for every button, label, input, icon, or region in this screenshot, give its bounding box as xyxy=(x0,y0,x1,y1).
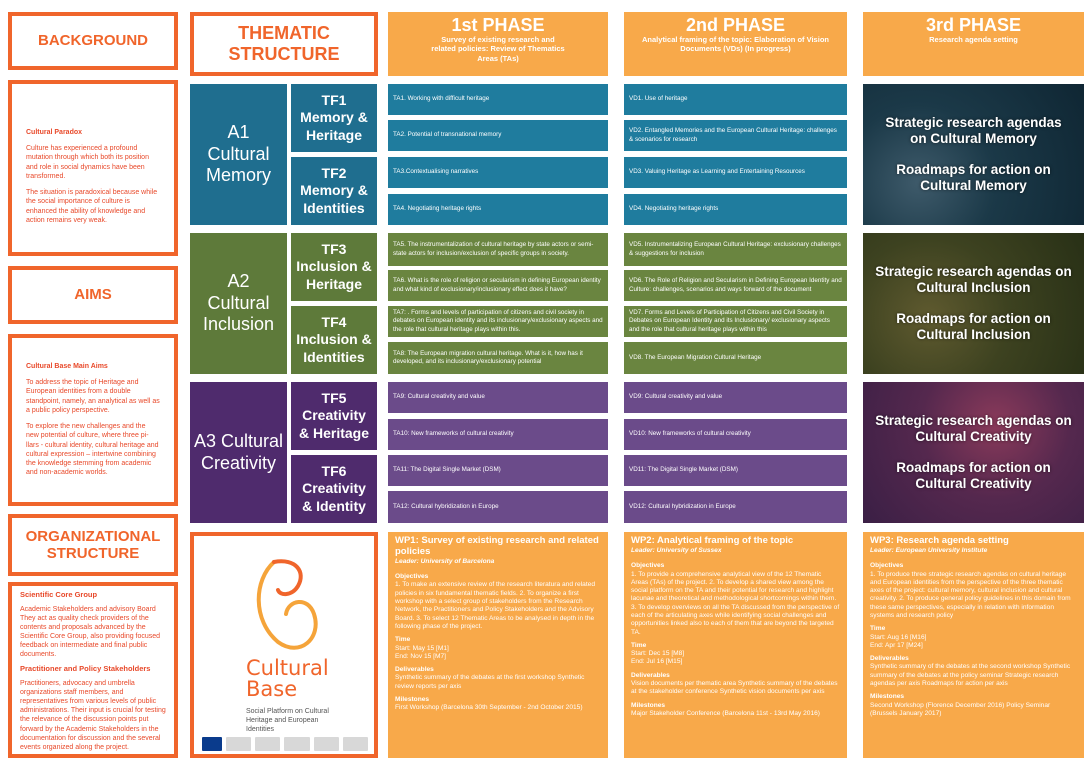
area-a1-label: A1 Cultural Memory xyxy=(205,122,271,186)
vd11-text: VD11: The Digital Single Market (DSM) xyxy=(629,466,738,474)
aims-text-title: Cultural Base Main Aims xyxy=(26,363,108,370)
phase3-creativity-block xyxy=(863,382,1084,523)
wp3-deliverables-label: Deliverables xyxy=(870,655,909,663)
tf1-block xyxy=(291,84,377,152)
area-a3-label: A3 Cultural Creativity xyxy=(193,430,284,473)
ta9-text: TA9: Cultural creativity and value xyxy=(393,393,485,401)
vd9-text: VD9: Cultural creativity and value xyxy=(629,393,723,401)
partner-logo xyxy=(284,737,309,751)
wp2-objectives-label: Objectives xyxy=(631,562,665,570)
aims-heading-box xyxy=(8,266,178,324)
aims-text-p1: To address the topic of Heritage and European identities from a double standpoint, namely, an analytical as well as a public policy perspective. xyxy=(26,379,160,414)
tf4-label: TF4 Inclusion & Identities xyxy=(296,314,372,365)
tf3-block xyxy=(291,233,377,301)
background-heading-box xyxy=(8,12,178,70)
aims-text-p2: To explore the new challenges and the new potential of culture, where three pi-llars - cultural identity, cultural heritage and cultural expression – intertwine combining the knowledge stemming from academic and non-academic worlds. xyxy=(26,423,159,477)
partner-logos xyxy=(202,733,368,755)
background-text-p1: Culture has experienced a profound mutation through which both its position and role in social dynamics have been transformed. xyxy=(26,145,149,180)
background-text-p2: The situation is paradoxical because while the social importance of culture is enhanced the ability of knowledge and action remains very weak. xyxy=(26,189,158,224)
wp3-title: WP3: Research agenda setting xyxy=(870,535,1009,546)
wp1-milestones: First Workshop (Barcelona 30th September - 2nd October 2015) xyxy=(395,704,583,712)
logo-subtitle: Social Platform on Cultural Heritage and European Identities xyxy=(246,708,329,734)
vd6-text: VD6. The Role of Religion and Secularism in Defining European Identity and Culture: challenges, scenarios and ways forward of the document xyxy=(629,277,842,293)
vd-cell xyxy=(624,306,847,337)
wp3-milestones: Second Workshop (Florence December 2016) Policy Seminar (Brussels January 2017) xyxy=(870,701,1051,717)
tf2-block xyxy=(291,157,377,225)
ta11-text: TA11: The Digital Single Market (DSM) xyxy=(393,466,501,474)
partner-logo xyxy=(343,737,368,751)
memory-roadmap-text: Roadmaps for action on Cultural Memory xyxy=(896,161,1051,193)
vd1-text: VD1. Use of heritage xyxy=(629,95,688,103)
ta2-text: TA2. Potential of transnational memory xyxy=(393,131,502,139)
wp2-deliverables: Vision documents per thematic area Synthetic summary of the debates at the stakeholder conference Synthetic vision documents per axis xyxy=(631,680,838,696)
ta8-text: TA8: The European migration cultural heritage. What is it, how has it developed, and its inclusionary/exclusionary potential xyxy=(393,349,583,365)
phase1-title: 1st PHASE xyxy=(451,15,545,35)
cultural-base-logo-icon xyxy=(244,550,324,656)
ta1-text: TA1. Working with difficult heritage xyxy=(393,95,490,103)
wp2-box xyxy=(624,532,847,758)
tf5-label: TF5 Creativity & Heritage xyxy=(298,390,370,441)
partner-logo xyxy=(255,737,280,751)
eu-flag-icon xyxy=(202,737,222,751)
vd-cell xyxy=(624,455,847,486)
phase1-subtitle: Survey of existing research and related policies: Review of Thematics Areas (TAs) xyxy=(431,34,565,64)
org-text-box xyxy=(8,582,178,758)
ta-cell xyxy=(388,382,608,413)
vd-cell xyxy=(624,120,847,151)
thematic-structure-text: THEMATIC STRUCTURE xyxy=(228,23,340,64)
phase3-title: 3rd PHASE xyxy=(925,15,1022,35)
memory-agenda-text: Strategic research agendas on Cultural Memory xyxy=(885,114,1062,147)
wp3-time-label: Time xyxy=(870,625,886,633)
org-group2-text: Practitioners, advocacy and umbrella organizations staff members, and representatives from various levels of public administrations. Their input is crucial for testing the relevance of the discussion points put forward by the Academic Stakeholders in the documentation for discussion and the several events organized along the project. xyxy=(20,680,166,751)
wp2-leader: Leader: University of Sussex xyxy=(631,546,722,554)
phase2-subtitle: Analytical framing of the topic: Elaboration of Vision Documents (VDs) (In progress) xyxy=(642,34,829,54)
ta10-text: TA10: New frameworks of cultural creativity xyxy=(393,430,514,438)
vd-cell xyxy=(624,194,847,225)
background-heading: BACKGROUND xyxy=(38,32,148,50)
phase3-memory-block xyxy=(863,84,1084,225)
vd10-text: VD10: New frameworks of cultural creativity xyxy=(629,430,751,438)
ta-cell xyxy=(388,120,608,151)
wp3-objectives: 1. To produce three strategic research agendas on cultural heritage and European identities from the perspective of the three thematic axes of the project: cultural memory, cultural inclusion and cultural creativity. 2. To produce general policy guidelines in this domain from these same perspectives, especially in relation with information systems and research policy xyxy=(870,570,1071,619)
phase1-header xyxy=(388,12,608,76)
wp2-time-start: Start: Dec 15 [M8] xyxy=(631,650,685,658)
ta-cell xyxy=(388,233,608,266)
ta-cell xyxy=(388,419,608,450)
org-group1-title: Scientific Core Group xyxy=(20,590,98,599)
wp3-box xyxy=(863,532,1084,758)
wp1-time-end: End: Nov 15 [M7] xyxy=(395,652,446,660)
vd-cell xyxy=(624,342,847,374)
area-a3 xyxy=(190,382,287,523)
wp1-milestones-label: Milestones xyxy=(395,696,430,703)
wp2-time-end: End: Jul 16 [M15] xyxy=(631,658,683,666)
wp1-box xyxy=(388,532,608,758)
phase3-subtitle: Research agenda setting xyxy=(929,34,1018,44)
wp1-time-start: Start: May 15 [M1] xyxy=(395,644,449,652)
wp2-deliverables-label: Deliverables xyxy=(631,671,670,679)
ta-cell xyxy=(388,194,608,225)
tf3-label: TF3 Inclusion & Heritage xyxy=(296,241,372,292)
ta-cell xyxy=(388,342,608,374)
vd3-text: VD3. Valuing Heritage as Learning and Entertaining Resources xyxy=(629,168,805,176)
logo-title-line1: Cultural xyxy=(246,656,329,680)
partner-logo xyxy=(314,737,339,751)
vd-cell xyxy=(624,233,847,266)
ta12-text: TA12: Cultural hybridization in Europe xyxy=(393,502,499,510)
wp1-deliverables-label: Deliverables xyxy=(395,666,434,674)
wp2-title: WP2: Analytical framing of the topic xyxy=(631,535,794,546)
ta5-text: TA5. The instrumentalization of cultural heritage by state actors or semi-state actors for inclusion/exclusion of specific groups in society. xyxy=(393,241,594,257)
wp3-deliverables: Synthetic summary of the debates at the second workshop Synthetic summary of the debates at the policy seminar Strategic research agendas per axis Roadmaps for action per axis xyxy=(870,663,1071,688)
ta4-text: TA4. Negotiating heritage rights xyxy=(393,205,482,213)
vd4-text: VD4. Negotiating heritage rights xyxy=(629,205,719,213)
tf2-label: TF2 Memory & Identities xyxy=(300,165,368,216)
vd7-text: VD7. Forms and Levels of Participation of Citizens and Civil Society in Debates on European Identity and its Inclusionary/ exclusionary aspects and the role that cultural heritage plays within this xyxy=(629,309,830,333)
creativity-roadmap-text: Roadmaps for action on Cultural Creativity xyxy=(896,459,1051,491)
ta6-text: TA6. What is the role of religion or secularism in defining European identity and what kind of exclusionary/inclusionary effect does it have? xyxy=(393,277,601,293)
phase2-header xyxy=(624,12,847,76)
wp1-objectives: 1. To make an extensive review of the research literatura and related policies in six fundamental thematic fields. 2. To organize a first workshop with a select group of stakeholders from the Research Network, the Practitioners and Policy Stakeholders and the Advisory Board. 3. To select 12 Thematic Areas to be analysed in depth in the following phase of the project. xyxy=(395,581,595,630)
area-a2 xyxy=(190,233,287,374)
wp1-title: WP1: Survey of existing research and related policies xyxy=(395,535,599,557)
wp3-leader: Leader: European University Institute xyxy=(870,546,988,554)
ta-cell xyxy=(388,306,608,337)
logo-title-line2: Base xyxy=(246,677,298,701)
wp2-time-label: Time xyxy=(631,641,647,649)
wp1-time-label: Time xyxy=(395,636,411,644)
ta7-text: TA7: . Forms and levels of participation of citizens and civil society in debates on European identity and its inclusionary/exclusionary aspects and the role that cultural heritage plays within this. xyxy=(393,309,603,333)
org-heading-box xyxy=(8,514,178,576)
vd-cell xyxy=(624,491,847,523)
org-group2-title: Practitioner and Policy Stakeholders xyxy=(20,664,151,674)
tf6-label: TF6 Creativity & Identity xyxy=(302,463,366,514)
aims-text-box xyxy=(8,334,178,506)
aims-heading: AIMS xyxy=(74,286,112,304)
phase3-inclusion-block xyxy=(863,233,1084,374)
phase2-title: 2nd PHASE xyxy=(685,15,786,35)
ta-cell xyxy=(388,455,608,486)
wp1-deliverables: Synthetic summary of the debates at the first workshop Synthetic review reports per axis xyxy=(395,674,585,690)
thematic-structure-heading xyxy=(190,12,378,76)
ta-cell xyxy=(388,157,608,188)
vd12-text: VD12: Cultural hybridization in Europe xyxy=(629,502,736,510)
tf1-label: TF1 Memory & Heritage xyxy=(300,92,368,143)
vd2-text: VD2. Entangled Memories and the European Cultural Heritage: challenges & scenarios for research xyxy=(629,127,837,143)
creativity-agenda-text: Strategic research agendas on Cultural Creativity xyxy=(875,412,1072,445)
wp3-objectives-label: Objectives xyxy=(870,562,904,570)
vd-cell xyxy=(624,157,847,188)
wp3-time-end: End: Apr 17 [M24] xyxy=(870,641,923,649)
inclusion-roadmap-text: Roadmaps for action on Cultural Inclusion xyxy=(896,310,1051,342)
tf5-block xyxy=(291,382,377,450)
vd8-text: VD8. The European Migration Cultural Heritage xyxy=(629,353,762,361)
inclusion-agenda-text: Strategic research agendas on Cultural Inclusion xyxy=(875,263,1072,296)
wp3-milestones-label: Milestones xyxy=(870,693,905,701)
ta-cell xyxy=(388,270,608,301)
phase3-header xyxy=(863,12,1084,76)
tf6-block xyxy=(291,455,377,523)
vd-cell xyxy=(624,419,847,450)
vd5-text: VD5. Instrumentalizing European Cultural Heritage: exclusionary challenges & suggestions for inclusion xyxy=(629,241,841,257)
org-group1-text: Academic Stakeholders and advisory Board They act as quality check providers of the contents and proposals advanced by the Scientific Core Group, also providing focused feedback on intermediate and final public documents. xyxy=(20,605,161,659)
area-a1 xyxy=(190,84,287,225)
cultural-base-wordmark xyxy=(246,658,329,700)
wp2-objectives: 1. To provide a comprehensive analytical view of the 12 Thematic Areas (TAs) of the project. 2. To develop a shared view among the social platform on the TA and their potential for research and highlight lacunae and theoretical and methodological shortcomings within them. 3. To develop overviews on all the TA discussed from the perspective of each of the articulating axes while identifying social challenges and opportunities linked also to each of them that are beyond the targeted TA. xyxy=(631,570,840,636)
ta-cell xyxy=(388,84,608,115)
vd-cell xyxy=(624,270,847,301)
wp3-time-start: Start: Aug 16 [M16] xyxy=(870,633,927,641)
wp1-leader: Leader: University of Barcelona xyxy=(395,557,495,565)
wp1-objectives-label: Objectives xyxy=(395,573,429,581)
ta-cell xyxy=(388,491,608,523)
tf4-block xyxy=(291,306,377,374)
partner-logo xyxy=(226,737,251,751)
background-text-title: Cultural Paradox xyxy=(26,129,83,136)
wp2-milestones: Major Stakeholder Conference (Barcelona 11st - 13rd May 2016) xyxy=(631,709,820,717)
ta3-text: TA3.Contextualising narratives xyxy=(393,168,479,176)
vd-cell xyxy=(624,382,847,413)
wp2-milestones-label: Milestones xyxy=(631,701,666,709)
area-a2-label: A2 Cultural Inclusion xyxy=(202,271,275,335)
background-text-box xyxy=(8,80,178,256)
org-heading: ORGANIZATIONAL STRUCTURE xyxy=(25,527,161,562)
cultural-base-logo-box xyxy=(190,532,378,758)
vd-cell xyxy=(624,84,847,115)
